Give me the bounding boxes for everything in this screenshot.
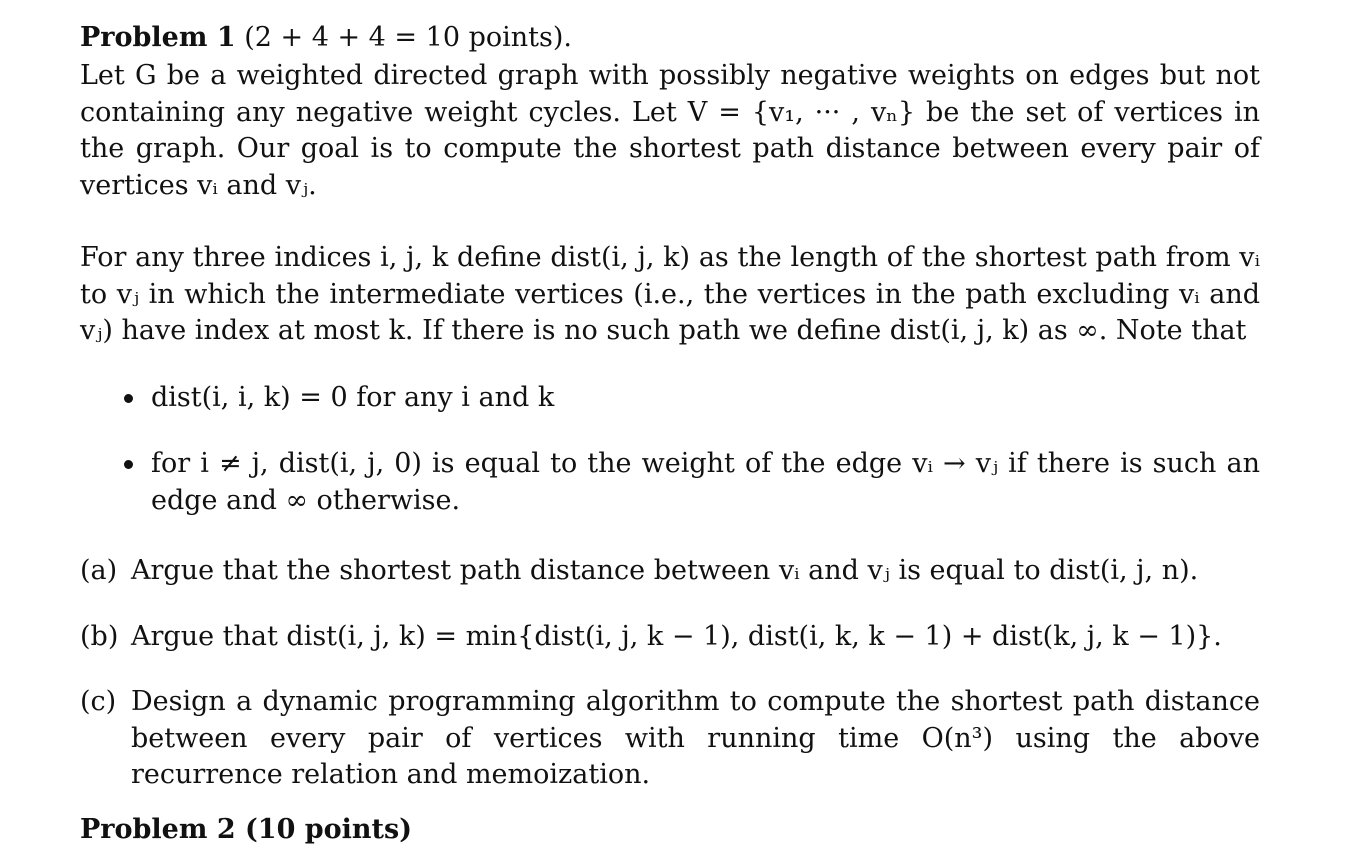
problem-heading: Problem 1 [80,22,236,53]
parts-list [80,553,1260,794]
part-text: Argue that dist(i, j, k) = min{dist(i, j, k − 1), dist(i, k, k − 1) + dist(k, j, k − 1)}. [131,620,1222,652]
problem-title [80,18,1260,58]
problem-definition: For any three indices i, j, k define dist(i, j, k) as the length of the shortest path from vᵢ to vⱼ in which the intermediate vertices (i.e., the vertices in the path excluding vᵢ and vⱼ) have index at most k. If there is no such path we define dist(i, j, k) as ∞. Note that [80,242,1260,346]
part-b [80,619,1260,656]
note-item: for i ≠ j, dist(i, j, 0) is equal to the weight of the edge vᵢ → vⱼ if there is such an edge and ∞ otherwise. [151,446,1260,519]
note-item: dist(i, i, k) = 0 for any i and k [151,380,1260,417]
part-text: Argue that the shortest path distance between vᵢ and vⱼ is equal to dist(i, j, n). [131,555,1199,586]
problem-intro: Let G be a weighted directed graph with possibly negative weights on edges but not containing any negative weight cycles. Let V = {v₁, ··· , vₙ} be the set of vertices in the graph. Our goal is to compute the shortest path distance between every pair of vertices vᵢ and vⱼ. [80,60,1260,201]
problem-points: (2 + 4 + 4 = 10 points). [244,22,572,53]
part-c [80,684,1260,794]
part-label: (c) [80,686,117,717]
part-label: (a) [80,555,118,586]
next-problem-heading: Problem 2 (10 points) [80,814,412,845]
part-label: (b) [80,620,119,652]
part-a [80,553,1260,590]
notes-list [80,380,1260,520]
problem-1 [80,18,1260,823]
part-text: Design a dynamic programming algorithm to compute the shortest path distance between every pair of vertices with running time O(n³) using the above recurrence relation and memoization. [131,686,1260,790]
